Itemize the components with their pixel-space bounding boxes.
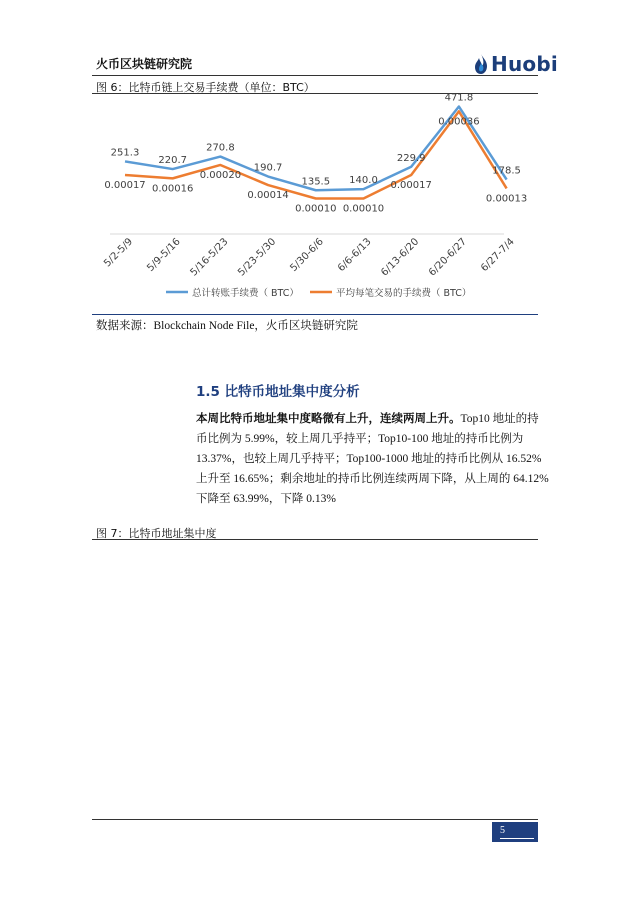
- x-tick-label: 5/23-5/30: [236, 236, 279, 279]
- avg-fee-data-label: 0.00036: [438, 116, 480, 128]
- paragraph-line: 币比例为 5.99%，较上周几乎持平；Top10-100 地址的持币比例为: [196, 433, 524, 445]
- page-number-underline: [500, 838, 534, 839]
- total-fee-data-label: 135.5: [301, 176, 331, 188]
- avg-fee-data-label: 0.00020: [199, 169, 242, 181]
- paragraph-lead: 本周比特币地址集中度略微有上升，连续两周上升。: [196, 411, 461, 425]
- x-tick-label: 6/27-7/4: [479, 236, 517, 274]
- paragraph-line: 上升至 16.65%；剩余地址的持币比例连续两周下降，从上周的 64.12%: [196, 473, 549, 485]
- figure-7-caption: 图 7：比特币地址集中度: [96, 527, 217, 540]
- x-tick-label: 5/30-6/6: [288, 236, 326, 274]
- legend-avg-fee-label: 平均每笔交易的手续费（ BTC）: [336, 288, 472, 299]
- flame-icon: [474, 53, 488, 75]
- total-fee-data-label: 140.0: [349, 175, 378, 187]
- total-fee-data-label: 178.5: [492, 165, 521, 177]
- huobi-logo: [474, 52, 558, 76]
- total-fee-data-label: 270.8: [206, 142, 235, 154]
- avg-fee-data-label: 0.00016: [152, 183, 194, 195]
- paragraph-line: [196, 408, 546, 429]
- figure-6-bottom-divider: [92, 314, 538, 315]
- total-fee-data-label: 229.9: [396, 152, 426, 164]
- total-fee-data-label: 190.7: [253, 162, 283, 174]
- paragraph-line: 13.37%，也较上周几乎持平；Top100-1000 地址的持币比例从 16.52%: [196, 453, 542, 465]
- x-tick-label: 6/20-6/27: [426, 236, 470, 279]
- figure-6-caption: 图 6：比特币链上交易手续费（单位：BTC）: [96, 81, 315, 94]
- x-tick-label: 5/9-5/16: [145, 236, 183, 274]
- page-number-box: [492, 822, 538, 842]
- section-title: 1.5 比特币地址集中度分析: [196, 384, 360, 400]
- data-source: 数据来源：Blockchain Node File，火币区块链研究院: [96, 320, 358, 332]
- avg-fee-data-label: 0.00010: [342, 203, 385, 215]
- total-fee-data-label: 471.8: [444, 92, 474, 104]
- logo-text: Huobi: [491, 52, 558, 76]
- x-tick-label: 5/2-5/9: [102, 236, 136, 270]
- x-tick-label: 6/13-6/20: [379, 236, 422, 279]
- fee-line-chart: [92, 92, 538, 314]
- header-divider: [92, 75, 538, 76]
- avg-fee-data-label: 0.00014: [247, 190, 289, 202]
- footer-divider: [92, 819, 538, 820]
- legend-total-fee-label: 总计转账手续费（ BTC）: [192, 288, 299, 299]
- total-fee-data-label: 220.7: [158, 155, 188, 167]
- paragraph-text: Top10 地址的持: [460, 413, 539, 425]
- section-paragraph: [196, 408, 549, 509]
- avg-fee-data-label: 0.00017: [104, 180, 146, 192]
- org-title: 火币区块链研究院: [96, 57, 193, 71]
- x-tick-label: 6/6-6/13: [336, 236, 374, 274]
- avg-fee-data-label: 0.00013: [485, 193, 528, 205]
- paragraph-line: 下降至 63.99%，下降 0.13%: [196, 493, 336, 505]
- total-fee-data-label: 251.3: [110, 147, 140, 159]
- x-tick-label: 5/16-5/23: [188, 236, 231, 279]
- avg-fee-data-label: 0.00010: [295, 203, 337, 215]
- figure-7-caption-divider: [92, 539, 538, 540]
- page-number: 5: [500, 825, 505, 836]
- avg-fee-data-label: 0.00017: [390, 180, 432, 192]
